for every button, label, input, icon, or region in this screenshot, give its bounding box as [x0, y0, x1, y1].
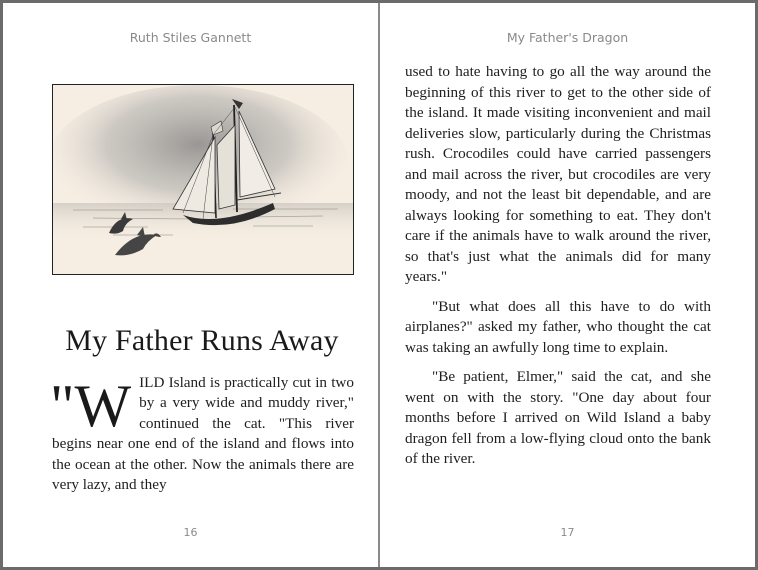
page-number-left: 16	[183, 526, 198, 539]
chapter-opening-text	[52, 373, 354, 495]
running-head-author: Ruth Stiles Gannett	[129, 30, 252, 45]
drop-cap: "W	[50, 373, 132, 439]
opening-paragraph: ILD Island is practically cut in two by a very wide and muddy river," continued the cat. "This river begins near one end of the island and flows into the ocean at the other. Now the animals there are very lazy, and they	[52, 374, 354, 494]
book-spread	[3, 3, 755, 567]
running-head-title: My Father's Dragon	[506, 30, 629, 45]
left-page[interactable]	[3, 3, 378, 567]
chapter-illustration	[52, 84, 354, 275]
right-page-text	[405, 62, 711, 479]
paragraph: "But what does all this have to do with airplanes?" asked my father, who thought the cat was taking an awfully long time to explain.	[405, 297, 711, 356]
right-page[interactable]	[380, 3, 755, 567]
ship-illustration-art	[53, 85, 353, 274]
chapter-title: My Father Runs Away	[65, 324, 339, 357]
paragraph: "Be patient, Elmer," said the cat, and she went on with the story. "One day about four months before I arrived on Wild Island a baby dragon fell from a low-flying cloud onto the bank of the river.	[405, 368, 711, 467]
paragraph-continued: used to hate having to go all the way around the beginning of this river to get to the other side of the island. It made visiting inconvenient and mail deliveries slow, particularly during the Christmas rush. Crocodiles could have carried passengers and mail across the river, but crocodiles are very moody, and not the least bit dependable, and are always looking for something to eat. They don't care if the animals have to walk around the river, so that's just what the animals did for many years."	[405, 63, 711, 285]
page-number-right: 17	[560, 526, 575, 539]
